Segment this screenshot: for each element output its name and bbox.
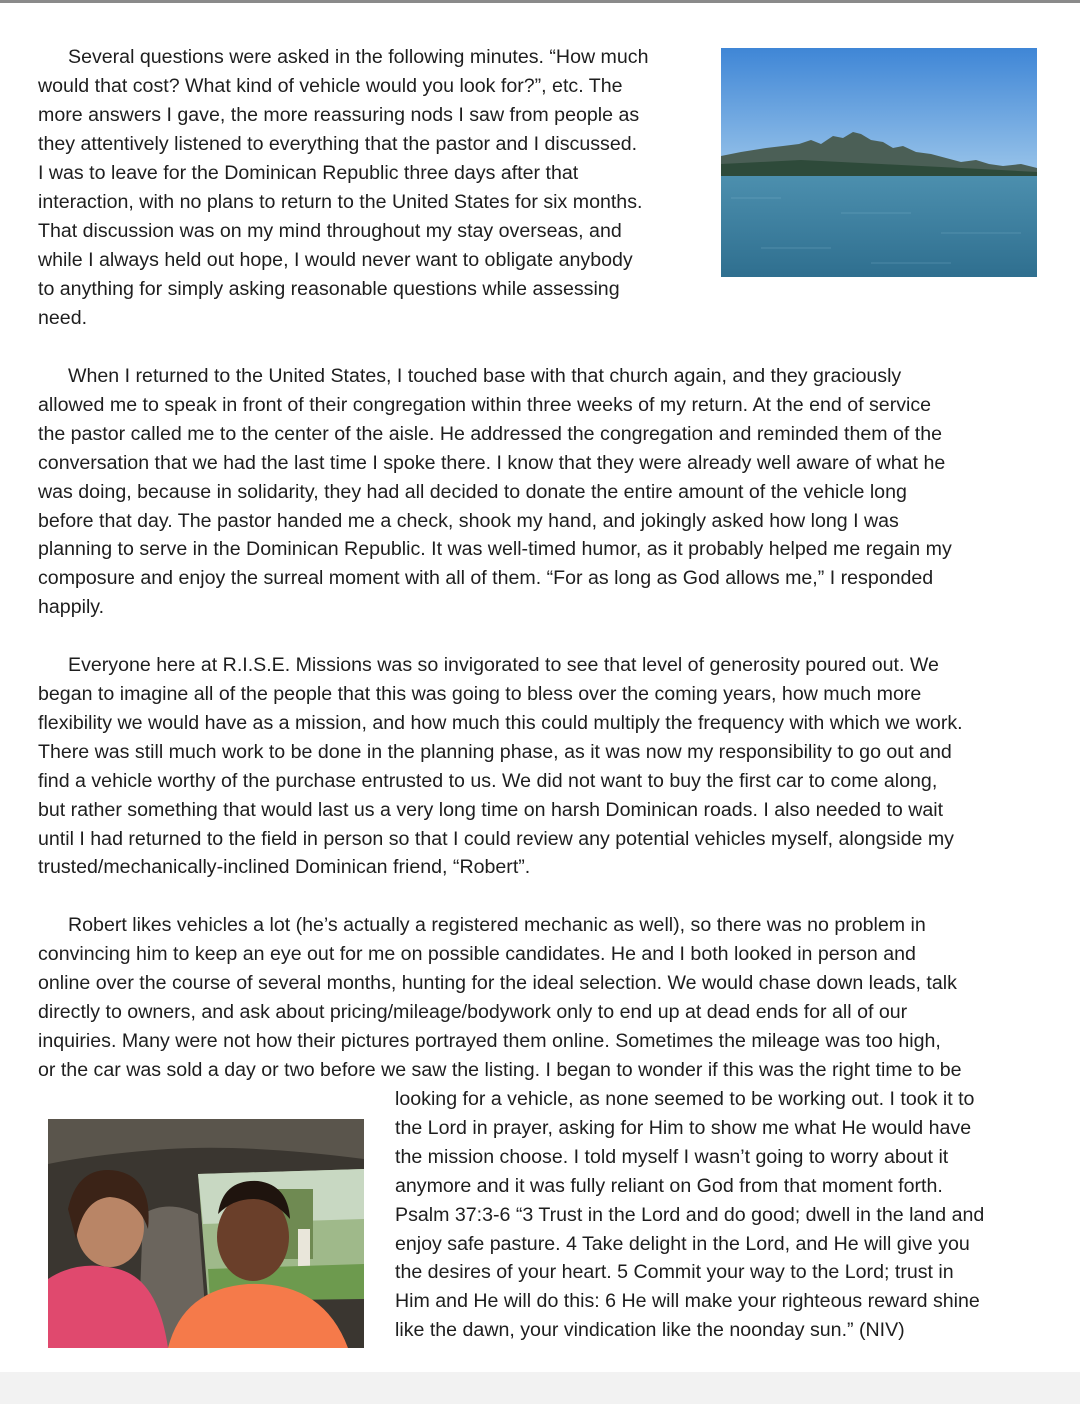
p3-line: began to imagine all of the people that this was going to bless over the coming years, how much more [38, 683, 922, 705]
p4-wrapped-line: enjoy safe pasture. 4 Take delight in the Lord, and He will give you [395, 1233, 970, 1255]
p2-line: the pastor called me to the center of the aisle. He addressed the congregation and reminded them of the [38, 423, 943, 445]
p4-line: or the car was sold a day or two before we saw the listing. I began to wonder if this was the right time to be [38, 1059, 962, 1081]
top-rule [0, 0, 1080, 3]
p1-line: would that cost? What kind of vehicle would you look for?”, etc. The [38, 75, 623, 97]
p2-line: allowed me to speak in front of their congregation within three weeks of my return. At the end of service [38, 394, 932, 416]
p4-wrapped-line: like the dawn, your vindication like the noonday sun.” (NIV) [395, 1319, 905, 1341]
p1-line: to anything for simply asking reasonable questions while assessing [38, 278, 620, 300]
p4-line: online over the course of several months, hunting for the ideal selection. We would chase down leads, talk [38, 972, 957, 994]
p1-line: Several questions were asked in the following minutes. “How much [68, 46, 649, 68]
people-photo [48, 1119, 364, 1348]
p4-wrapped-line: the desires of your heart. 5 Commit your way to the Lord; trust in [395, 1261, 954, 1283]
p2-line: before that day. The pastor handed me a check, shook my hand, and jokingly asked how long I was [38, 510, 899, 532]
p4-wrapped-line: the mission choose. I told myself I wasn’t going to worry about it [395, 1146, 949, 1168]
p2-line: planning to serve in the Dominican Republic. It was well-timed humor, as it probably helped me regain my [38, 538, 952, 560]
p3-line: flexibility we would have as a mission, and how much this could multiply the frequency with which we work. [38, 712, 963, 734]
p1-line: while I always held out hope, I would never want to obligate anybody [38, 249, 633, 271]
p3-line: There was still much work to be done in the planning phase, as it was now my responsibility to go out and [38, 741, 952, 763]
p4-wrapped-line: anymore and it was fully reliant on God from that moment forth. [395, 1175, 943, 1197]
p4-wrapped-line: Psalm 37:3-6 “3 Trust in the Lord and do good; dwell in the land and [395, 1204, 985, 1226]
people-photo-image [48, 1119, 364, 1348]
p4-line: Robert likes vehicles a lot (he’s actually a registered mechanic as well), so there was no problem in [68, 914, 926, 936]
p4-wrapped-line: the Lord in prayer, asking for Him to show me what He would have [395, 1117, 972, 1139]
p1-line: That discussion was on my mind throughout my stay overseas, and [38, 220, 622, 242]
p2-line: conversation that we had the last time I spoke there. I know that they were already well aware of what he [38, 452, 946, 474]
p2-line: was doing, because in solidarity, they had all decided to donate the entire amount of the vehicle long [38, 481, 907, 503]
p3-line: Everyone here at R.I.S.E. Missions was so invigorated to see that level of generosity poured out. We [68, 654, 939, 676]
p4-wrapped-line: Him and He will do this: 6 He will make your righteous reward shine [395, 1290, 980, 1312]
p4-line: directly to owners, and ask about pricing/mileage/bodywork only to end up at dead ends for all of our [38, 1001, 908, 1023]
p3-line: find a vehicle worthy of the purchase entrusted to us. We did not want to buy the first car to come along, [38, 770, 938, 792]
p4-line: inquiries. Many were not how their pictures portrayed them online. Sometimes the mileage was too high, [38, 1030, 941, 1052]
p1-line: interaction, with no plans to return to the United States for six months. [38, 191, 643, 213]
p2-line: composure and enjoy the surreal moment with all of them. “For as long as God allows me,” I responded [38, 567, 934, 589]
p3-line: trusted/mechanically-inclined Dominican friend, “Robert”. [38, 856, 531, 878]
p1-line: they attentively listened to everything that the pastor and I discussed. [38, 133, 638, 155]
p2-line: When I returned to the United States, I touched base with that church again, and they graciously [68, 365, 902, 387]
p1-line: I was to leave for the Dominican Republic three days after that [38, 162, 579, 184]
p2-line: happily. [38, 596, 105, 618]
p1-line: need. [38, 307, 88, 329]
p3-line: but rather something that would last us a very long time on harsh Dominican roads. I also needed to wait [38, 799, 944, 821]
p1-line: more answers I gave, the more reassuring nods I saw from people as [38, 104, 640, 126]
p3-line: until I had returned to the field in person so that I could review any potential vehicles myself, alongside my [38, 828, 954, 850]
sea-photo [721, 48, 1037, 277]
p4-wrapped-line: looking for a vehicle, as none seemed to be working out. I took it to [395, 1088, 975, 1110]
sea-photo-image [721, 48, 1037, 277]
page-bottom-band [0, 1372, 1080, 1404]
p4-line: convincing him to keep an eye out for me on possible candidates. He and I both looked in person and [38, 943, 916, 965]
